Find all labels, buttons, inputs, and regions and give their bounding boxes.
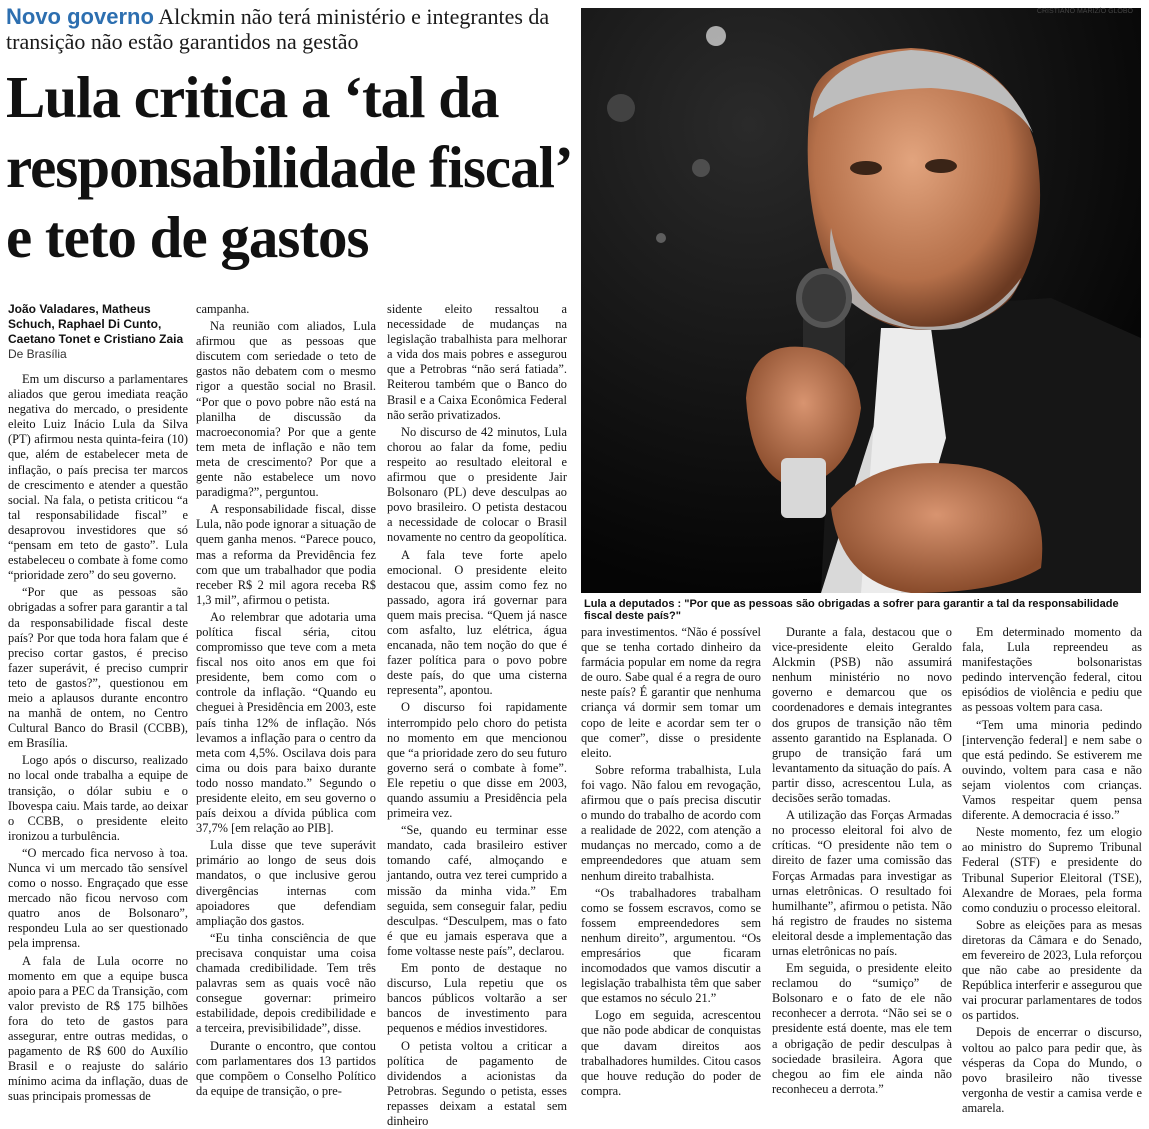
kicker: [6, 4, 576, 54]
paragraph: No discurso de 42 minutos, Lula chorou ao falar da fome, pediu respeito ao resultado eleitoral e afirmou que o presidente Jair Bolsonaro (PL) deve desculpas ao povo brasileiro. O petista destacou a necessidade de colocar o Brasil novamente no centro da geopolítica.: [387, 425, 567, 546]
paragraph: Neste momento, fez um elogio ao ministro do Supremo Tribunal Federal (STF) e presidente do Tribunal Superior Eleitoral (TSE), Alexandre de Moraes, pela forma como conduziu o processo eleitoral.: [962, 825, 1142, 916]
paragraph: Em um discurso a parlamentares aliados que gerou imediata reação negativa do mercado, o presidente eleito Luiz Inácio Lula da Silva (PT) afirmou nesta quinta-feira (10) que, além de estabelecer meta de inflação, o país precisa ter marcos de crescimento e atender a questão social. Na fala, o petista criticou “a tal responsabilidade fiscal” e desaprovou investidores que só “pensam em teto de gasto”. Lula estabeleceu o combate à fome como “prioridade zero” do seu governo.: [8, 372, 188, 583]
paragraph: “Tem uma minoria pedindo [intervenção federal] e nem sabe o que está pedindo. Se estiverem me ouvindo, voltem para casa e não sejam violentos com crianças. Vamos respeitar quem pensa diferente. A democracia é isso.”: [962, 718, 1142, 824]
headline: Lula critica a ‘tal da responsabilidade fiscal’ e teto de gastos: [6, 62, 581, 272]
paragraph: “Por que as pessoas são obrigadas a sofrer para garantir a tal da responsabilidade fiscal deste país? Por que toda hora falam que é preciso cortar gastos, é preciso fazer superávit, é preciso cumprir teto de gastos?”, questionou em meio a aplausos durante encontro na manhã de ontem, no Centro Cultural Banco do Brasil (CCBB), em Brasília.: [8, 585, 188, 751]
paragraph: A fala teve forte apelo emocional. O presidente eleito destacou que, assim como fez no passado, agora irá governar para quem mais precisa. “Quem já nasce com asfalto, luz elétrica, água encanada, não tem noção do que é fazer política para o povo pobre deste país, do que uma cisterna representa”, apontou.: [387, 548, 567, 699]
paragraph: Depois de encerrar o discurso, voltou ao palco para pedir que, às vésperas da Copa do Mundo, o povo brasileiro não tivesse vergonha de vestir a camisa verde e amarela.: [962, 1025, 1142, 1116]
paragraph: Logo em seguida, acrescentou que não pode abdicar de conquistas que davam direitos aos trabalhadores humildes. Citou casos que houve redução do poder de compra.: [581, 1008, 761, 1099]
kicker-tag: Novo governo: [6, 4, 154, 29]
paragraph: Lula disse que teve superávit primário ao longo de seus dois mandatos, o que inclusive gerou divergências internas com apoiadores que defendiam ampliação dos gastos.: [196, 838, 376, 929]
paragraph: Sobre as eleições para as mesas diretoras da Câmara e do Senado, em fevereiro de 2023, Lula reforçou que não cabe ao presidente da República interferir e assegurou que vai procurar parlamentares de todos os partidos.: [962, 918, 1142, 1024]
paragraph: “O mercado fica nervoso à toa. Nunca vi um mercado tão sensível como o nosso. Engraçado que esse mercado não ficou nervoso com quatro anos de Bolsonaro”, respondeu Lula ao ser questionado pela imprensa.: [8, 846, 188, 952]
byline-authors: João Valadares, Matheus Schuch, Raphael Di Cunto, Caetano Tonet e Cristiano Zaia: [8, 302, 188, 347]
portrait-illustration: [581, 8, 1141, 593]
paragraph: Em seguida, o presidente eleito reclamou do “sumiço” de Bolsonaro e o fato de ele não reconhecer a derrota. “Não sei se o presidente está doente, mas ele tem a obrigação de pedir desculpas à sociedade brasileira. Agora que chegou ao fim ele ainda não reconheceu a derrota.”: [772, 961, 952, 1097]
paragraph: A fala de Lula ocorre no momento em que a equipe busca apoio para a PEC da Transição, com valor previsto de R$ 175 bilhões fora do teto de gastos para assegurar, entre outras medidas, o pagamento de R$ 600 do Auxílio Brasil e o reajuste do salário mínimo acima da inflação, duas de suas principais promessas de: [8, 954, 188, 1105]
paragraph: A responsabilidade fiscal, disse Lula, não pode ignorar a situação de quem ganha menos. “Parece pouco, mas a reforma da Previdência fez com que um trabalhador que podia receber R$ 2 mil agora receba R$ 1,3 mil”, afirmou o petista.: [196, 502, 376, 608]
paragraph: A utilização das Forças Armadas no processo eleitoral foi alvo de críticas. “O presidente não tem o direito de fazer uma comissão das Forças Armadas para investigar as urnas eletrônicas. O resultado foi humilhante”, afirmou o petista. Não há registro de fraudes no sistema eleitoral desde a implementação das urnas eletrônicas no país.: [772, 808, 952, 959]
paragraph: Durante o encontro, que contou com parlamentares dos 13 partidos que compõem o Conselho Político da equipe de transição, o pre-: [196, 1039, 376, 1099]
paragraph: Em ponto de destaque no discurso, Lula repetiu que os bancos públicos voltarão a ser bancos de investimento para pequenos e médios investidores.: [387, 961, 567, 1036]
paragraph: Ao relembrar que adotaria uma política fiscal séria, citou compromisso que teve com a meta fiscal nos oito anos em que foi presidente, bem como com o controle da inflação. “Quando eu cheguei à Presidência em 2003, este país tinha 12% de inflação. Nós levamos a inflação para o centro da meta com 4,5%. Oscilava dois para cima ou dois para baixo durante todo nosso mandato.” Segundo o presidente eleito, em seu governo o país deixou a dívida pública com 37,7% [em relação ao PIB].: [196, 610, 376, 836]
paragraph: Durante a fala, destacou que o vice-presidente eleito Geraldo Alckmin (PSB) não assumirá nenhum ministério no novo governo e demarcou que os coordenadores e demais integrantes dos grupos de transição não têm assento garantido na Esplanada. O grupo de transição fará um levantamento da situação do país. A partir disso, acrescentou Lula, as decisões serão tomadas.: [772, 625, 952, 806]
photo-caption: Lula a deputados : "Por que as pessoas são obrigadas a sofrer para garantir a tal da responsabilidade fiscal deste país?": [584, 598, 1144, 622]
paragraph: O discurso foi rapidamente interrompido pelo choro do petista no momento em que mencionou que “a prioridade zero do seu futuro governo será o combate à fome”. Ele repetiu o que disse em 2003, quando assumiu a Presidência pela primeira vez.: [387, 700, 567, 821]
column-3: [387, 302, 567, 1102]
column-2: [196, 302, 376, 1102]
paragraph: para investimentos. “Não é possível que se tenha cortado dinheiro da farmácia popular em nome da regra de ouro. Sabe qual é a regra de ouro neste país? É garantir que nenhuma criança vá dormir sem tomar um copo de leite e acordar sem ter o que comer”, disse o presidente eleito.: [581, 625, 761, 761]
column-4: [581, 625, 761, 1102]
byline: [8, 302, 188, 362]
paragraph: “Se, quando eu terminar esse mandato, cada brasileiro estiver tomando café, almoçando e jantando, outra vez terei cumprido a missão da minha vida.” Em seguida, sem conseguir falar, pediu desculpas. “Desculpem, mas o fato é que eu jamais esperava que a fome voltasse neste país”, declarou.: [387, 823, 567, 959]
paragraph: “Os trabalhadores trabalham como se fossem escravos, como se fossem empreendedores sem nenhum direito”, argumentou. “Os empresários que ficaram incomodados que vamos discutir a legislação trabalhista têm que saber que estamos no século 21.”: [581, 886, 761, 1007]
column-6: [962, 625, 1142, 1102]
lula-photo: [581, 8, 1141, 593]
paragraph: Na reunião com aliados, Lula afirmou que as pessoas que discutem com seriedade o teto de gastos não debatem com o mesmo rigor a questão social no Brasil. “Por que o povo pobre não está na planilha de discussão da macroeconomia? Por que a gente tem meta de inflação e não tem meta de crescimento? Por que a gente não estabelece um novo paradigma?”, perguntou.: [196, 319, 376, 500]
paragraph: campanha.: [196, 302, 376, 317]
kicker-text: Alckmin não terá ministério e integrantes da transição não estão garantidos na gestão: [6, 4, 549, 54]
column-5: [772, 625, 952, 1102]
byline-place: De Brasília: [8, 347, 188, 362]
paragraph: sidente eleito ressaltou a necessidade de mudanças na legislação trabalhista para melhorar a vida dos mais pobres e assegurou que a Petrobras “não será fatiada”. Reiterou também que o Banco do Brasil e a Caixa Econômica Federal não serão privatizados.: [387, 302, 567, 423]
paragraph: Logo após o discurso, realizado no local onde trabalha a equipe de transição, o dólar subiu e o Ibovespa caiu. Mais tarde, ao deixar o CCBB, o presidente eleito ironizou a turbulência.: [8, 753, 188, 844]
paragraph: “Eu tinha consciência de que precisava conquistar uma coisa chamada credibilidade. Tem três palavras sem as quais você não consegue governar: primeiro estabilidade, depois credibilidade e a terceira, previsibilidade”, disse.: [196, 931, 376, 1037]
photo-credit: CRISTIANO MARIZ/O GLOBO: [1037, 8, 1133, 15]
paragraph: O petista voltou a criticar a política de pagamento de dividendos a acionistas da Petrobras. Segundo o petista, esses repasses deixam a estatal sem dinheiro: [387, 1039, 567, 1129]
column-1: [8, 372, 188, 1102]
paragraph: Em determinado momento da fala, Lula repreendeu as manifestações bolsonaristas pedindo intervenção federal, citou episódios de violência e pediu que as pessoas voltem para casa.: [962, 625, 1142, 716]
paragraph: Sobre reforma trabalhista, Lula foi vago. Não falou em revogação, afirmou que o país precisa discutir o mundo do trabalho de acordo com a realidade de 2022, com atenção a mudanças no mercado, como a de empreendedores que atuam sem nenhum direito trabalhista.: [581, 763, 761, 884]
